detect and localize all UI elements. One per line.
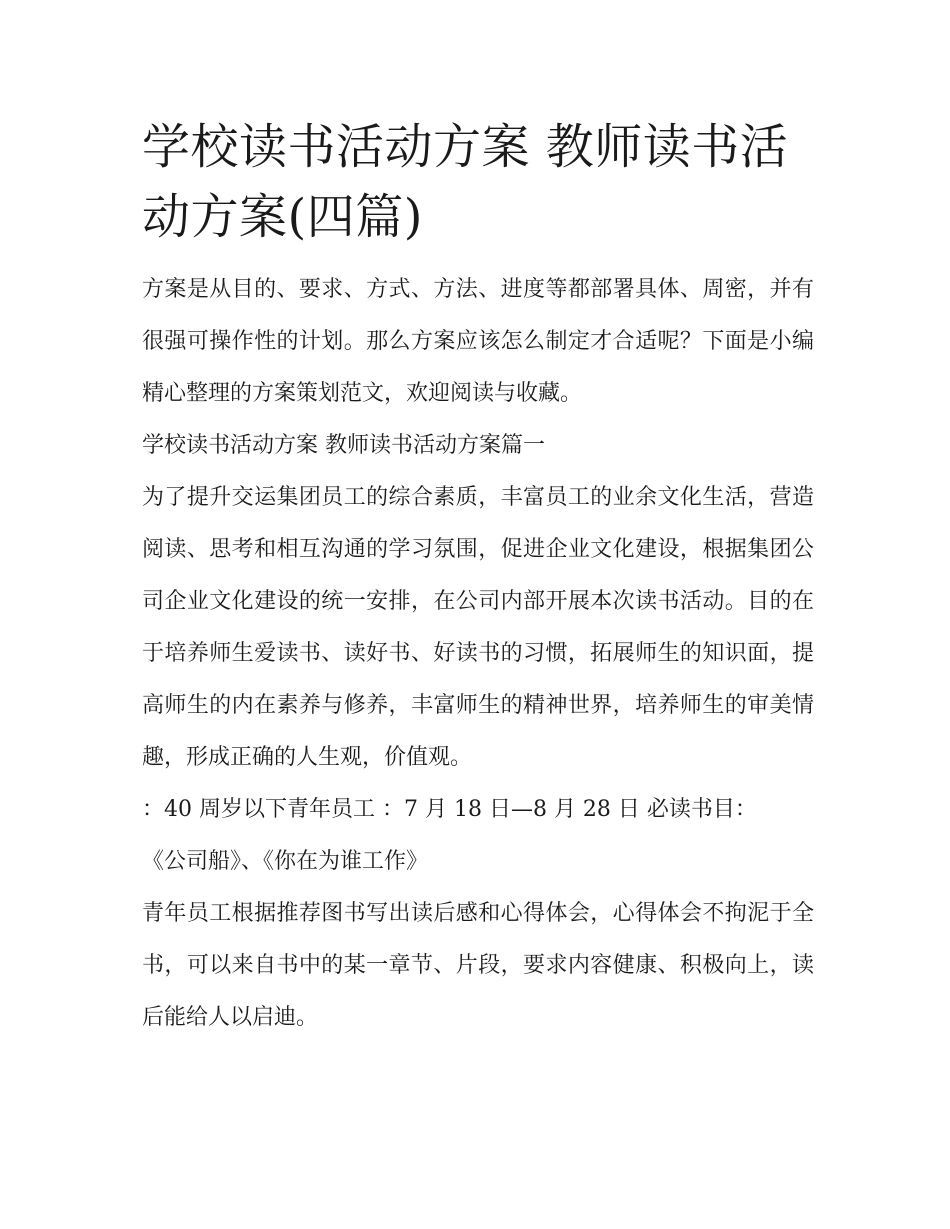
intro-paragraph: 方案是从目的、要求、方式、方法、进度等都部署具体、周密，并有很强可操作性的计划。那么方案应该怎么制定才合适呢？下面是小编精心整理的方案策划范文，欢迎阅读与收藏。 <box>142 277 814 406</box>
body-paragraph: 为了提升交运集团员工的综合素质，丰富员工的业余文化生活，营造阅读、思考和相互沟通的学习氛围，促进企业文化建设，根据集团公司企业文化建设的统一安排，在公司内部开展本次读书活动。目的在于培养师生爱读书、读好书、好读书的习惯，拓展师生的知识面，提高师生的内在素养与修养，丰富师生的精神世界，培养师生的审美情趣，形成正确的人生观，价值观。 <box>142 485 814 770</box>
requirements-paragraph: 青年员工根据推荐图书写出读后感和心得体会，心得体会不拘泥于全书，可以来自书中的某一章节、片段，要求内容健康、积极向上，读后能给人以启迪。 <box>142 901 814 1030</box>
required-books-line: 《公司船》、《你在为谁工作》 <box>142 849 429 874</box>
participants-date-line: ：40 周岁以下青年员工 ：7 月 18 日—8 月 28 日 必读书目： <box>142 797 757 822</box>
document-title: 学校读书活动方案 教师读书活动方案(四篇) <box>142 119 789 245</box>
document-page <box>142 112 814 1044</box>
section-heading: 学校读书活动方案 教师读书活动方案篇一 <box>142 433 545 458</box>
